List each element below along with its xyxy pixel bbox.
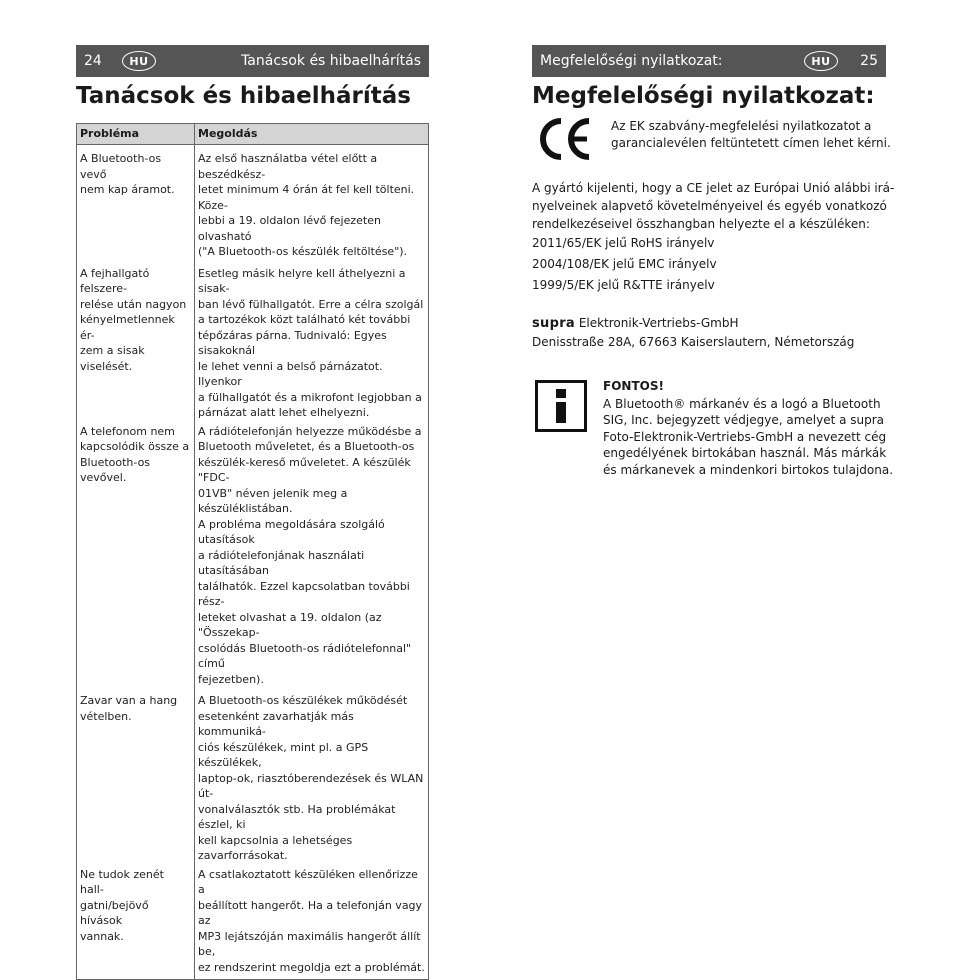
solution-text-line: vonalválasztók stb. Ha problémákat észlel, ki <box>198 802 396 831</box>
solution-text-line: Esetleg másik helyre kell áthelyezni a sisak- <box>198 266 406 295</box>
directive-list <box>532 233 717 296</box>
solution-text-line: ban lévő fülhallgatót. Erre a célra szolgál <box>198 297 424 311</box>
solution-text-line: A Bluetooth-os készülékek működését <box>198 694 408 707</box>
header-title: Megfelelőségi nyilatkozat: <box>540 53 723 69</box>
solution-cell <box>195 260 429 421</box>
solution-text-line: ciós készülékek, mint pl. a GPS készülékek, <box>198 740 369 769</box>
solution-text-line: Bluetooth műveletet, és a Bluetooth-os <box>198 440 415 453</box>
problem-text-line: Bluetooth-os vevővel. <box>80 455 151 484</box>
solution-cell <box>195 421 429 688</box>
problem-text-line: vannak. <box>80 929 124 943</box>
language-badge: HU <box>122 51 156 71</box>
page-title: Tanácsok és hibaelhárítás <box>76 83 411 109</box>
solution-text-line: leteket olvashat a 19. oldalon (az "Összekap- <box>198 610 382 639</box>
ce-mark-icon <box>537 117 595 161</box>
problem-cell <box>77 145 195 260</box>
important-notice: FONTOS! A Bluetooth® márkanév és a logó a Bluetooth SIG, Inc. bejegyzett védjegye, amelyet a supra Foto-Elektronik-Vertriebs-GmbH a nevezett cég engedélyének birtokában használ. Más márkák és márkanevek a mindenkori birtokos tulajdona. <box>603 379 894 477</box>
solution-text-line: MP3 lejátszóján maximális hangerőt állít be, <box>198 929 421 958</box>
problem-cell <box>77 864 195 980</box>
problem-text-line: gatni/bejövő hívások <box>80 898 149 927</box>
solution-text-line: A probléma megoldására szolgáló utasítások <box>198 517 385 546</box>
solution-cell <box>195 145 429 260</box>
solution-text-line: csolódás Bluetooth-os rádiótelefonnal" című <box>198 641 412 670</box>
problem-text-line: Zavar van a hang <box>80 694 178 707</box>
directive-item: 2011/65/EK jelű RoHS irányelv <box>532 236 715 250</box>
right-header-bar <box>532 45 886 77</box>
solution-text-line: párnázat alatt lehet elhelyezni. <box>198 406 370 419</box>
solution-text-line: laptop-ok, riasztóberendezések és WLAN út- <box>198 771 424 800</box>
solution-text-line: 01VB" néven jelenik meg a készüléklistában. <box>198 486 348 515</box>
problem-text-line: kényelmetlennek ér- <box>80 313 175 342</box>
problem-text-line: A fejhallgató felszere- <box>80 266 150 295</box>
company-name: Elektronik-Vertriebs-GmbH <box>578 316 739 330</box>
solution-text-line: A csatlakoztatott készüléken ellenőrizze a <box>198 867 418 896</box>
solution-text-line: a fülhallgatót és a mikrofont legjobban a <box>198 390 422 404</box>
troubleshooting-table <box>76 123 429 980</box>
solution-text-line: esetenként zavarhatják más kommuniká- <box>198 709 354 738</box>
table-row <box>77 421 429 688</box>
info-icon <box>535 380 587 432</box>
solution-text-line: letet minimum 4 órán át fel kell tölteni. Köze- <box>198 183 415 212</box>
page-title: Megfelelőségi nyilatkozat: <box>532 83 875 109</box>
column-header-solution: Megoldás <box>195 124 429 145</box>
supra-logo: supra <box>532 316 575 331</box>
problem-cell <box>77 421 195 688</box>
problem-text-line: Ne tudok zenét hall- <box>80 867 164 896</box>
solution-text-line: készülék-kereső műveletet. A készülék "FDC- <box>198 455 411 484</box>
problem-text-line: relése után nagyon <box>80 297 187 311</box>
solution-text-line: A rádiótelefonján helyezze működésbe a <box>198 424 422 438</box>
problem-cell <box>77 687 195 864</box>
problem-text-line: A telefonom nem <box>80 424 175 438</box>
problem-text-line: zem a sisak viselését. <box>80 344 145 373</box>
solution-text-line: a tartozékok közt található két további <box>198 313 411 326</box>
page-number: 24 <box>84 53 102 69</box>
solution-text-line: le lehet venni a belső párnázatot. Ilyenkor <box>198 359 383 388</box>
directive-item: 1999/5/EK jelű R&TTE irányelv <box>532 278 715 292</box>
header-title: Tanácsok és hibaelhárítás <box>241 53 421 69</box>
solution-text-line: kell kapcsolnia a lehetséges zavarforrásokat. <box>198 833 353 862</box>
company-address <box>532 314 854 351</box>
solution-text-line: a rádiótelefonjának használati utasításában <box>198 548 365 577</box>
solution-text-line: találhatók. Ezzel kapcsolatban további rész- <box>198 579 410 608</box>
page-number: 25 <box>860 53 878 69</box>
solution-text-line: Az első használatba vétel előtt a beszédkész- <box>198 152 378 181</box>
problem-cell <box>77 260 195 421</box>
directive-item: 2004/108/EK jelű EMC irányelv <box>532 257 717 271</box>
column-header-problem: Probléma <box>77 124 195 145</box>
table-row <box>77 687 429 864</box>
declaration-text: A gyártó kijelenti, hogy a CE jelet az Európai Unió alábbi irá- nyelveinek alapvető követelményeivel és egyéb vonatkozó rendelkezéseivel összhangban helyezte el a készüléken: <box>532 181 895 231</box>
left-header-bar <box>76 45 429 77</box>
solution-text-line: tépőzáras párna. Tudnivaló: Egyes sisakoknál <box>198 328 387 357</box>
ce-request-text: Az EK szabvány-megfelelési nyilatkozatot a garancialevélen feltüntetett címen lehet kérni. <box>611 119 891 150</box>
solution-cell <box>195 687 429 864</box>
solution-text-line: ez rendszerint megoldja ezt a problémát. <box>198 960 425 974</box>
solution-text-line: lebbi a 19. oldalon lévő fejezeten olvasható <box>198 214 381 243</box>
problem-text-line: A Bluetooth-os vevő <box>80 152 162 181</box>
right-page <box>480 0 960 695</box>
table-row <box>77 864 429 980</box>
solution-text-line: ("A Bluetooth-os készülék feltöltése"). <box>198 245 408 258</box>
problem-text-line: kapcsolódik össze a <box>80 440 190 453</box>
problem-text-line: vételben. <box>80 709 132 723</box>
table-row <box>77 145 429 260</box>
language-badge: HU <box>804 51 838 71</box>
left-page <box>0 0 480 974</box>
notice-title: FONTOS! <box>603 379 664 393</box>
solution-text-line: beállított hangerőt. Ha a telefonján vagy az <box>198 898 423 927</box>
solution-cell <box>195 864 429 980</box>
problem-text-line: nem kap áramot. <box>80 183 175 196</box>
table-row <box>77 260 429 421</box>
address-line: Denisstraße 28A, 67663 Kaiserslautern, Németország <box>532 335 855 349</box>
solution-text-line: fejezetben). <box>198 672 264 686</box>
